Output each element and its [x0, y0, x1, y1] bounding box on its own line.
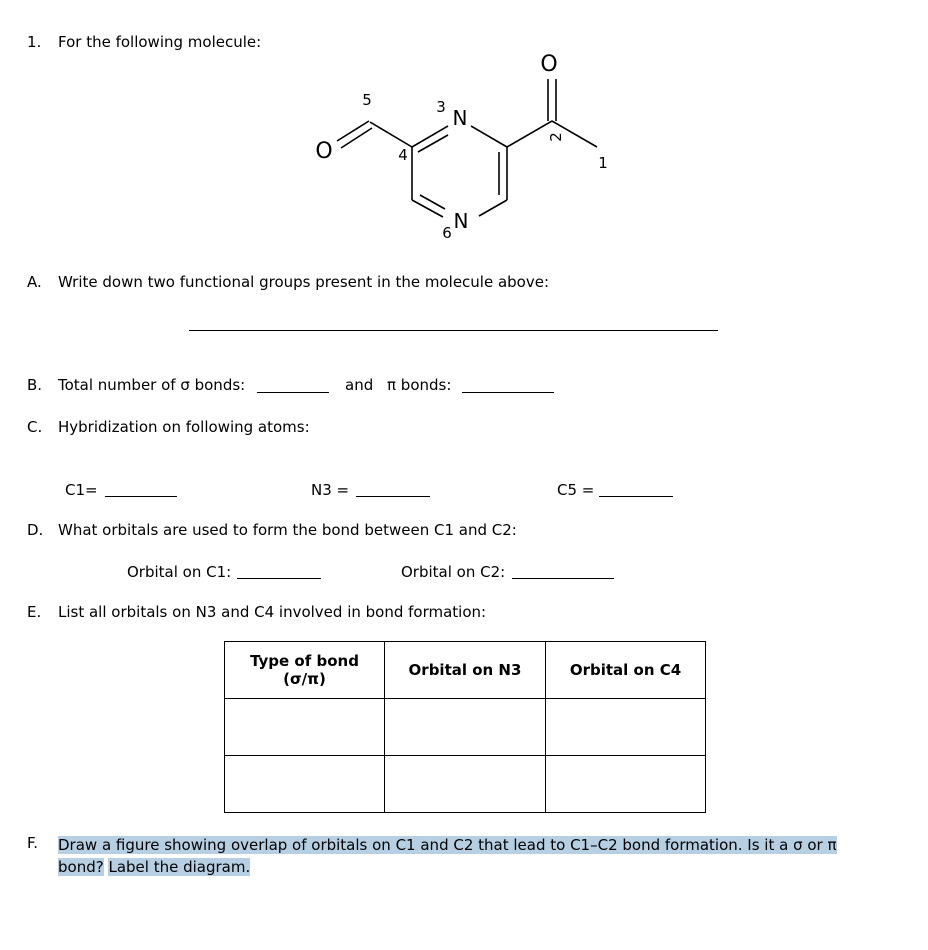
table-header-row: [225, 642, 706, 699]
answer-line-sigma[interactable]: [257, 377, 329, 393]
header-orbital-n3: Orbital on N3: [385, 642, 546, 699]
atom-number: 5: [362, 91, 372, 109]
table-row: [225, 756, 706, 813]
atom-number: 4: [398, 146, 408, 164]
answer-line-pi[interactable]: [462, 377, 554, 393]
orbital-c2-label: Orbital on C2:: [401, 563, 506, 581]
atom-label-o: O: [540, 52, 558, 77]
molecule-structure: [0, 0, 928, 250]
part-b-sigma-text: Total number of σ bonds:: [58, 376, 246, 394]
bond-table: [224, 641, 706, 813]
atom-number: 1: [598, 154, 608, 172]
question-text: For the following molecule:: [58, 33, 262, 51]
question-number: 1.: [27, 33, 42, 51]
answer-line-orbital-c1[interactable]: [237, 563, 321, 579]
atom-label-n: N: [452, 106, 468, 130]
answer-line-c5[interactable]: [599, 481, 673, 497]
part-b-and-text: and: [345, 376, 374, 394]
part-a-text: Write down two functional groups present in the molecule above:: [58, 273, 550, 291]
part-letter: A.: [27, 273, 42, 291]
orbital-c1-label: Orbital on C1:: [127, 563, 232, 581]
atom-number: 3: [436, 98, 446, 116]
answer-line-c1[interactable]: [105, 481, 177, 497]
table-cell[interactable]: [546, 699, 706, 756]
atom-number: 6: [442, 224, 452, 242]
table-cell[interactable]: [385, 699, 546, 756]
atom-label-n: N: [453, 209, 469, 233]
table-row: [225, 699, 706, 756]
c1-label: C1=: [65, 481, 98, 499]
table-cell[interactable]: [225, 699, 385, 756]
header-orbital-c4: Orbital on C4: [546, 642, 706, 699]
part-f-text-line1: Draw a figure showing overlap of orbitals on C1 and C2 that lead to C1–C2 bond formation. Is it a σ or π bond?: [58, 836, 837, 876]
part-letter: B.: [27, 376, 43, 394]
table-cell[interactable]: [385, 756, 546, 813]
c5-label: C5 =: [557, 481, 595, 499]
header-line: Type of bond: [250, 652, 359, 670]
part-letter: E.: [27, 603, 42, 621]
part-c-text: Hybridization on following atoms:: [58, 418, 310, 436]
header-type-of-bond: [225, 642, 385, 699]
part-f-text: [58, 834, 868, 878]
part-e-text: List all orbitals on N3 and C4 involved in bond formation:: [58, 603, 487, 621]
n3-label: N3 =: [311, 481, 350, 499]
part-letter: F.: [27, 834, 38, 852]
answer-line-n3[interactable]: [356, 481, 430, 497]
table-cell[interactable]: [546, 756, 706, 813]
atom-label-o: O: [315, 139, 333, 164]
part-b-pi-text: π bonds:: [387, 376, 452, 394]
part-letter: C.: [27, 418, 43, 436]
atom-number: 2: [547, 132, 565, 142]
part-d-text: What orbitals are used to form the bond between C1 and C2:: [58, 521, 517, 539]
answer-line-a[interactable]: [189, 330, 718, 331]
part-letter: D.: [27, 521, 44, 539]
header-line: (σ/π): [283, 670, 326, 688]
part-f-text-line2: Label the diagram.: [108, 858, 251, 876]
answer-line-orbital-c2[interactable]: [512, 563, 614, 579]
table-cell[interactable]: [225, 756, 385, 813]
